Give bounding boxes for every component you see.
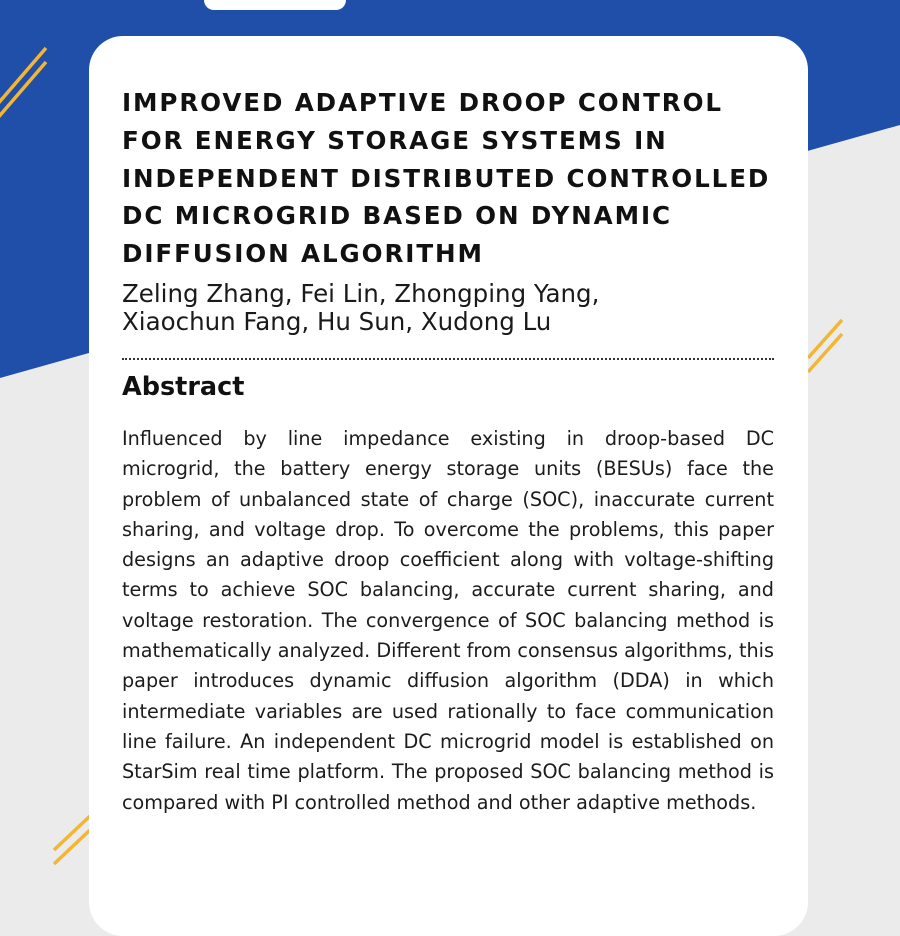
paper-card bbox=[89, 36, 808, 936]
paper-title: IMPROVED ADAPTIVE DROOP CONTROL FOR ENERGY STORAGE SYSTEMS IN INDEPENDENT DISTRIBUTED CONTROLLED DC MICROGRID BASED ON DYNAMIC DIFFUSION ALGORITHM bbox=[122, 88, 771, 269]
top-tab-decoration bbox=[204, 0, 346, 10]
accent-stripes-left-top bbox=[0, 40, 60, 120]
dotted-divider bbox=[122, 358, 774, 360]
abstract-heading: Abstract bbox=[122, 371, 245, 402]
paper-authors: Zeling Zhang, Fei Lin, Zhongping Yang, Xiaochun Fang, Hu Sun, Xudong Lu bbox=[122, 278, 600, 336]
abstract-text: Influenced by line impedance existing in droop-based DC microgrid, the battery energy storage units (BESUs) face the problem of unbalanced state of charge (SOC), inaccurate current sharing, and voltage drop. To overcome the problems, this paper designs an adaptive droop coefficient along with voltage-shifting terms to achieve SOC balancing, accurate current sharing, and voltage restoration. The convergence of SOC balancing method is mathematically analyzed. Different from consensus algorithms, this paper introduces dynamic diffusion algorithm (DDA) in which intermediate variables are used rationally to face communication line failure. An independent DC microgrid model is established on StarSim real time platform. The proposed SOC balancing method is compared with PI controlled method and other adaptive methods. bbox=[122, 426, 774, 814]
accent-stripes-right bbox=[800, 310, 860, 390]
